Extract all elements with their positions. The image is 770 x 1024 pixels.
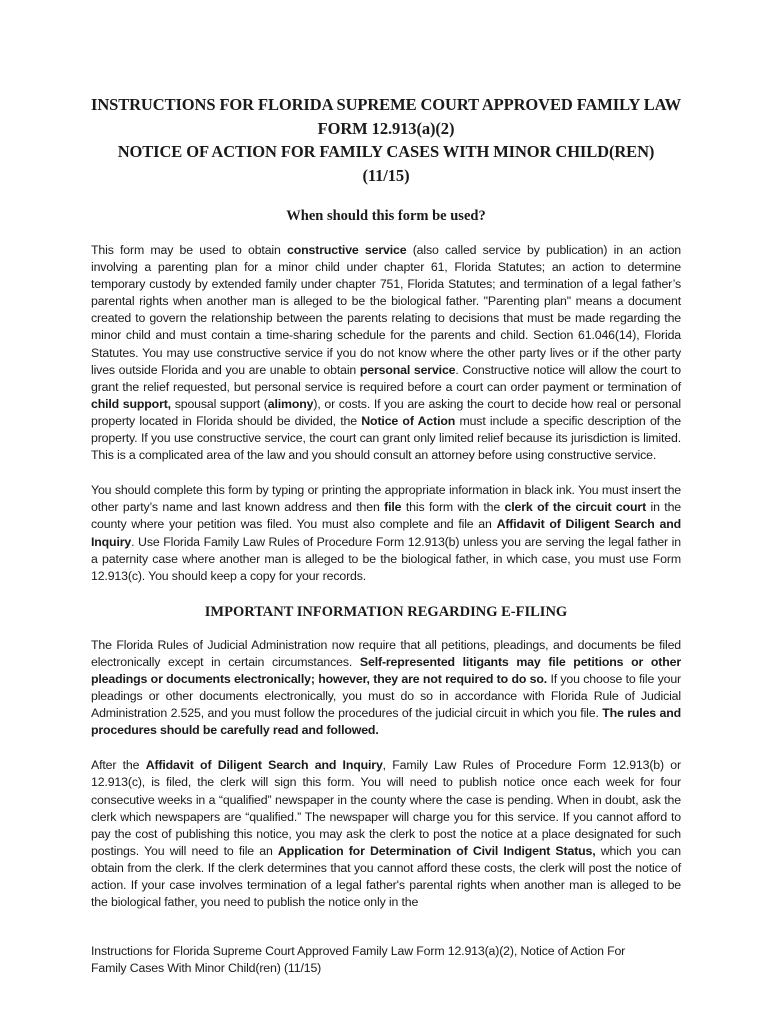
footer-line-1: Instructions for Florida Supreme Court Approved Family Law Form 12.913(a)(2), Notice of Action For: [91, 944, 626, 958]
section-heading-efiling: IMPORTANT INFORMATION REGARDING E-FILING: [204, 603, 568, 620]
footer-line-2: Family Cases With Minor Child(ren) (11/15): [91, 961, 322, 975]
document-title: [91, 93, 681, 187]
title-line-3: NOTICE OF ACTION FOR FAMILY CASES WITH MINOR CHILD(REN): [117, 142, 655, 161]
title-line-2: FORM 12.913(a)(2): [317, 118, 455, 138]
title-line-1: INSTRUCTIONS FOR FLORIDA SUPREME COURT APPROVED FAMILY LAW: [91, 95, 681, 114]
page-footer: [91, 943, 681, 977]
document-page: [91, 93, 681, 929]
paragraph-complete-form: You should complete this form by typing or printing the appropriate information in black ink. You must insert the other party’s name and last known address and then file this form with the clerk of the circuit court in the county where your petition was filed. You must also complete and file an Affidavit of Diligent Search and Inquiry. Use Florida Family Law Rules of Procedure Form 12.913(b) unless you are serving the legal father in a paternity case where another man is alleged to be the biological father, in which case, you must use Form 12.913(c). You should keep a copy for your records.: [91, 483, 682, 583]
paragraph-publish-notice: After the Affidavit of Diligent Search and Inquiry, Family Law Rules of Procedure Form 12.913(b) or 12.913(c), is filed, the clerk will sign this form. You will need to publish notice once each week for four consecutive weeks in a “qualified” newspaper in the county where the case is pending. When in doubt, ask the clerk which newspapers are “qualified.” The newspaper will charge you for this service. If you cannot afford to pay the cost of publishing this notice, you may ask the clerk to post the notice at a place designated for such postings. You will need to file an Application for Determination of Civil Indigent Status, which you can obtain from the clerk. If the clerk determines that you cannot afford these costs, the clerk will post the notice of action. If your case involves termination of a legal father's parental rights when another man is alleged to be the biological father, you need to publish the notice only in the: [91, 758, 681, 910]
title-line-4: (11/15): [362, 165, 410, 185]
paragraph-efiling: The Florida Rules of Judicial Administration now require that all petitions, pleadings, and documents be filed electronically except in certain circumstances. Self-represented litigants may file petitions or other pleadings or documents electronically; however, they are not required to do so. If you choose to file your pleadings or other documents electronically, you must do so in accordance with Florida Rule of Judicial Administration 2.525, and you must follow the procedures of the judicial circuit in which you file. The rules and procedures should be carefully read and followed.: [91, 637, 681, 738]
paragraph-constructive-service: This form may be used to obtain constructive service (also called service by publication) in an action involving a parenting plan for a minor child under chapter 61, Florida Statutes; an action to determine temporary custody by extended family under chapter 751, Florida Statutes; and termination of a legal father’s parental rights when another man is alleged to be the biological father. "Parenting plan" means a document created to govern the relationship between the parents relating to decisions that must be made regarding the minor child and must contain a time-sharing schedule for the parents and child. Section 61.046(14), Florida Statutes. You may use constructive service if you do not know where the other party lives or if the other party lives outside Florida and you are unable to obtain personal service. Constructive notice will allow the court to grant the relief requested, but personal service is required before a court can order payment or termination of child support, spousal support (alimony), or costs. If you are asking the court to decide how real or personal property located in Florida should be divided, the Notice of Action must include a specific description of the property. If you use constructive service, the court can grant only limited relief because its jurisdiction is limited. This is a complicated area of the law and you should consult an attorney before using constructive service.: [91, 243, 681, 463]
section-heading-usage: When should this form be used?: [286, 208, 486, 224]
